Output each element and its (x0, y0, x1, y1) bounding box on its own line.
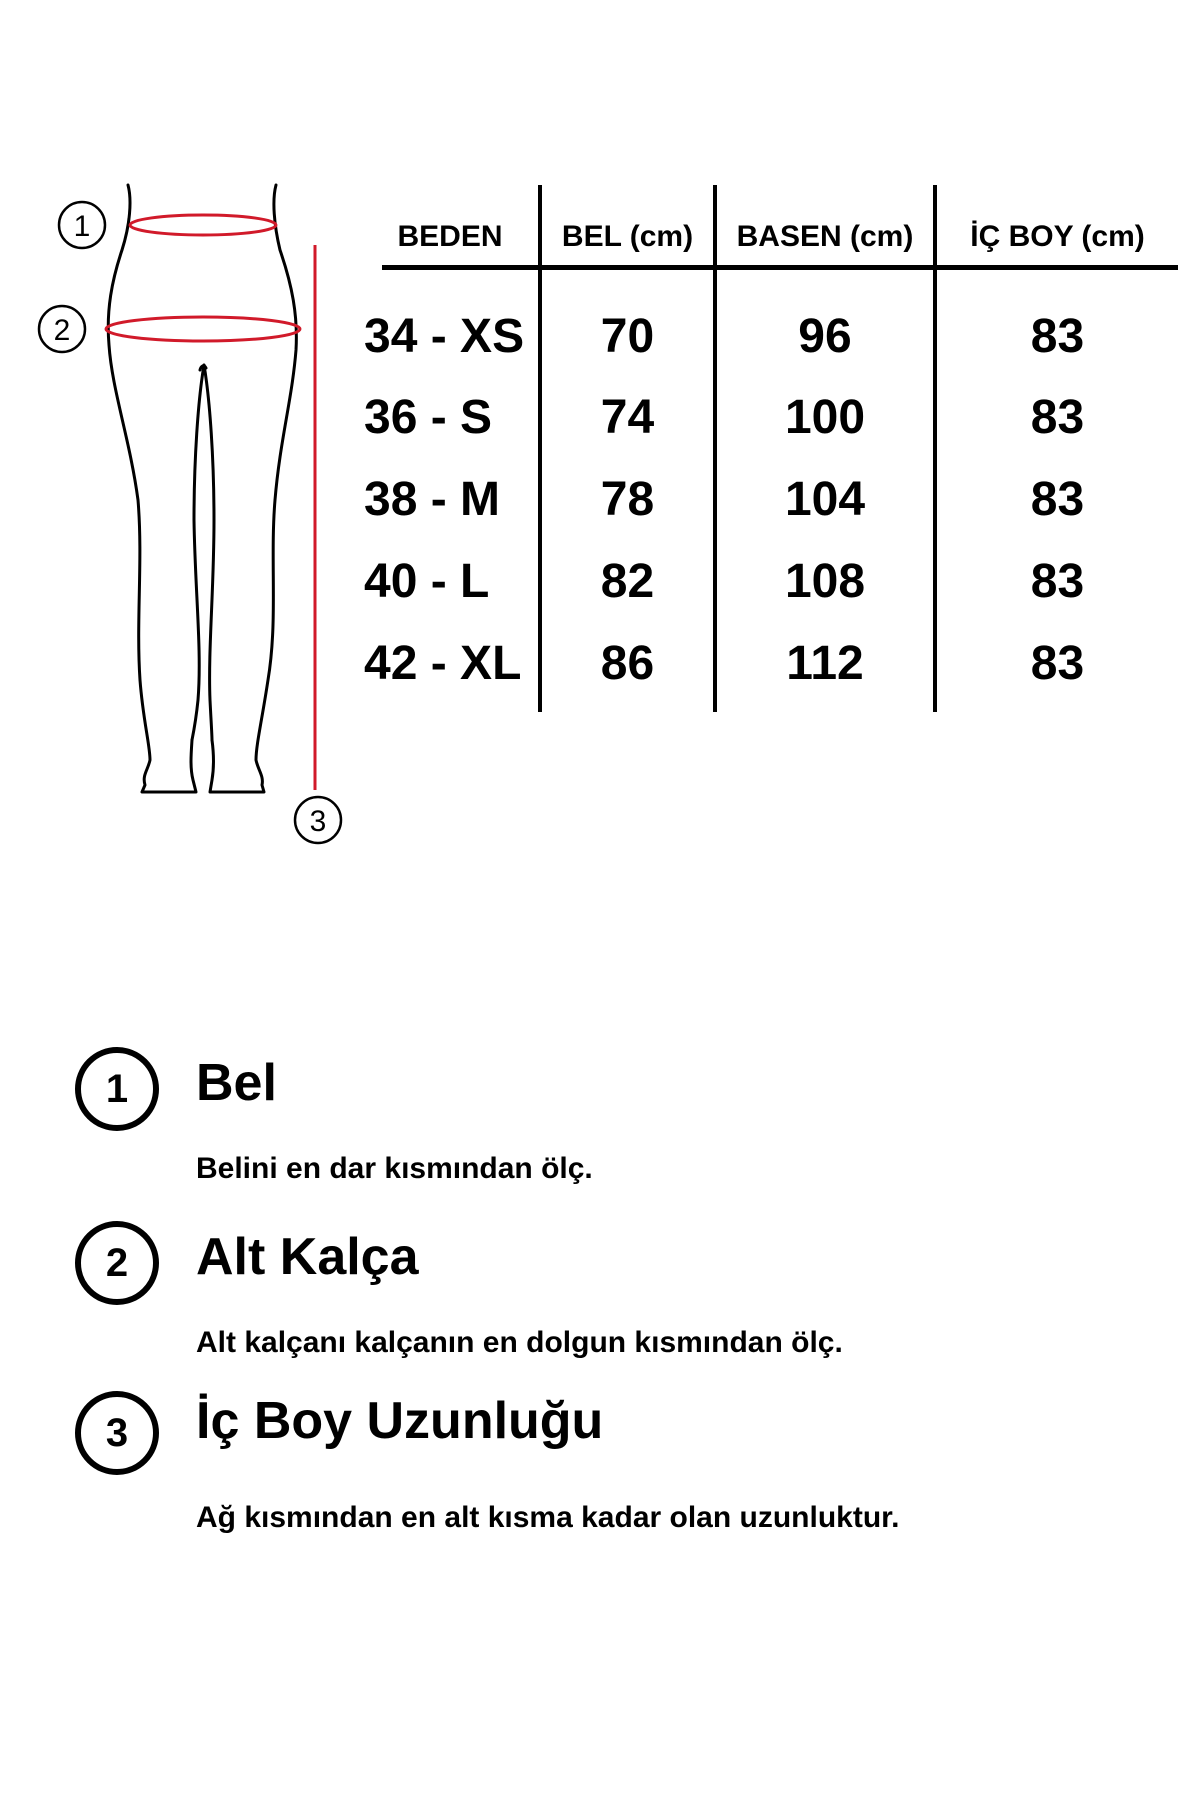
ic-boy-cell: 83 (1030, 555, 1085, 608)
legend-item-alt-kalca (75, 1221, 1125, 1359)
legend-description: Belini en dar kısmından ölç. (196, 1152, 593, 1185)
table-row (360, 547, 1180, 617)
marker-1 (59, 202, 105, 248)
ic-boy-cell: 83 (1030, 637, 1085, 690)
size-cell: 36 - S (364, 391, 493, 444)
basen-cell: 108 (784, 555, 866, 608)
basen-cell: 104 (784, 473, 866, 526)
header-beden: BEDEN (397, 220, 503, 253)
hip-line (106, 317, 300, 341)
bel-cell: 70 (600, 310, 655, 363)
bel-cell: 74 (600, 391, 655, 444)
size-cell: 38 - M (364, 473, 501, 526)
measurement-figure (0, 0, 360, 880)
legend-title: İç Boy Uzunluğu (196, 1392, 604, 1450)
marker-2-label: 2 (53, 314, 71, 347)
basen-cell: 112 (786, 637, 864, 690)
size-cell: 34 - XS (364, 310, 525, 363)
ic-boy-cell: 83 (1030, 310, 1085, 363)
header-basen: BASEN (cm) (736, 220, 914, 253)
bel-cell: 82 (600, 555, 655, 608)
waist-line (130, 215, 276, 235)
header-ic-boy: İÇ BOY (cm) (970, 220, 1145, 253)
size-table (360, 185, 1180, 725)
marker-2 (39, 306, 85, 352)
bel-cell: 78 (600, 473, 655, 526)
legend-number-badge: 3 (75, 1391, 159, 1475)
table-row (360, 465, 1180, 535)
size-cell: 42 - XL (364, 637, 522, 690)
basen-cell: 96 (798, 310, 852, 363)
basen-cell: 100 (784, 391, 866, 444)
legend-description: Alt kalçanı kalçanın en dolgun kısmından ölç. (196, 1326, 843, 1359)
size-cell: 40 - L (364, 555, 490, 608)
legend-description: Ağ kısmından en alt kısma kadar olan uzunluktur. (196, 1501, 900, 1534)
legend-item-ic-boy (75, 1391, 1125, 1534)
marker-1-label: 1 (73, 210, 91, 243)
legend-number-badge: 1 (75, 1047, 159, 1131)
table-row (360, 383, 1180, 453)
table-row (360, 629, 1180, 699)
header-bel: BEL (cm) (561, 220, 694, 253)
legend-number-badge: 2 (75, 1221, 159, 1305)
table-row (360, 302, 1180, 372)
marker-3-label: 3 (309, 805, 327, 838)
bel-cell: 86 (600, 637, 655, 690)
legend-title: Alt Kalça (196, 1228, 419, 1286)
ic-boy-cell: 83 (1030, 473, 1085, 526)
ic-boy-cell: 83 (1030, 391, 1085, 444)
legend-title: Bel (196, 1054, 277, 1112)
legs-silhouette-icon (0, 0, 360, 880)
legend-item-bel (75, 1047, 1125, 1185)
header-divider (382, 265, 1178, 270)
marker-3 (295, 797, 341, 843)
